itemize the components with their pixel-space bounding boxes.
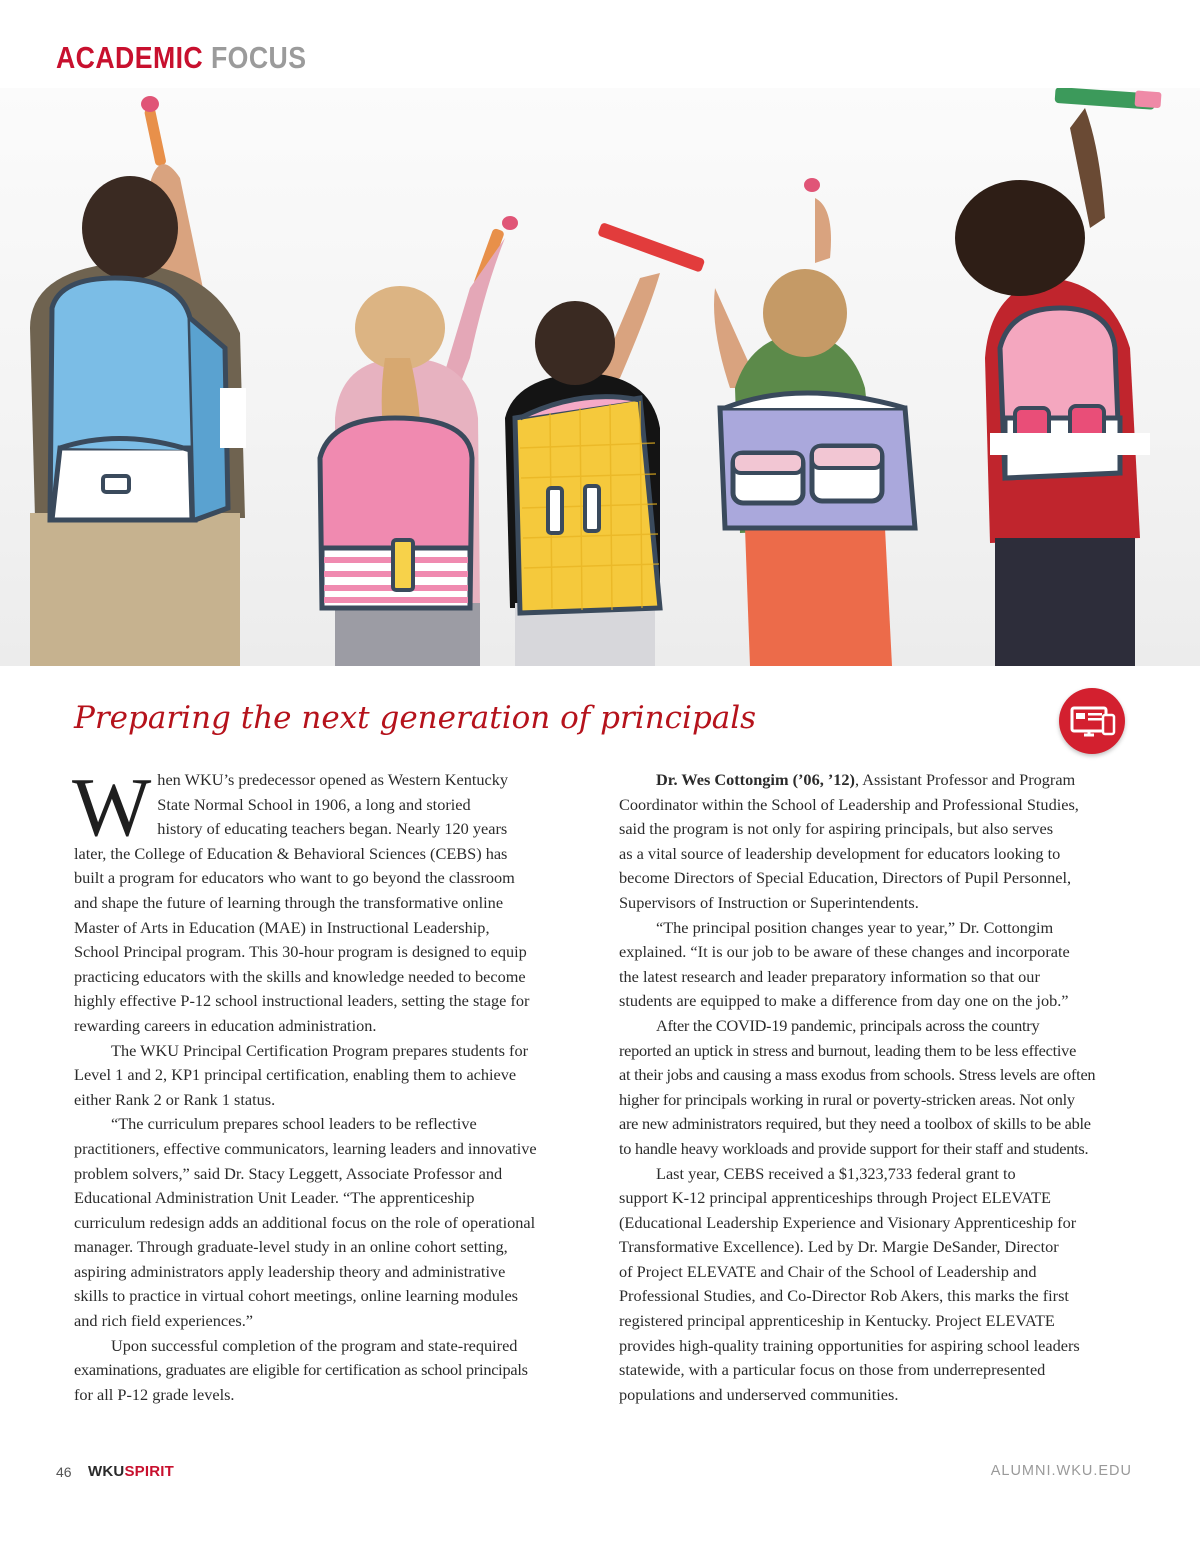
text-line: as a vital source of leadership development for educators looking to: [619, 843, 1061, 863]
text-line: State Normal School in 1906, a long and storied: [157, 794, 471, 814]
text-line: Professional Studies, and Co-Director Rob Akers, this marks the first: [619, 1286, 1069, 1306]
child-figure-2: [320, 216, 518, 666]
text-line: manager. Through graduate-level study in an online cohort setting,: [74, 1237, 508, 1257]
text-line: of Project ELEVATE and Chair of the School of Leadership and: [619, 1261, 1037, 1281]
text-line: Last year, CEBS received a $1,323,733 federal grant to: [656, 1163, 1016, 1183]
text-line: explained. “It is our job to be aware of these changes and incorporate: [619, 942, 1070, 962]
brand-part2: SPIRIT: [124, 1463, 174, 1480]
online-learning-icon: [1059, 688, 1125, 754]
text-line: built a program for educators who want to go beyond the classroom: [74, 868, 515, 888]
text-line: highly effective P-12 school instructional leaders, setting the stage for: [74, 991, 530, 1011]
text-line: higher for principals working in rural or poverty-stricken areas. Not only: [619, 1089, 1075, 1109]
paragraph-2: [74, 1039, 584, 1113]
text-line: curriculum redesign adds an additional focus on the role of operational: [74, 1212, 536, 1232]
text-line: to handle heavy workloads and provide support for their staff and students.: [619, 1138, 1089, 1158]
paragraph-5: [619, 768, 1129, 916]
text-line: [619, 768, 1129, 793]
child-figure-1: [30, 96, 246, 666]
text-line: the latest research and leader preparatory information so that our: [619, 966, 1040, 986]
text-line: The WKU Principal Certification Program prepares students for: [111, 1040, 529, 1060]
text-line: Transformative Excellence). Led by Dr. Margie DeSander, Director: [619, 1237, 1059, 1257]
article-title: Preparing the next generation of principals: [74, 700, 757, 736]
text-line: “The principal position changes year to year,” Dr. Cottongim: [656, 917, 1054, 937]
text-line: problem solvers,” said Dr. Stacy Leggett, Associate Professor and: [74, 1163, 503, 1183]
text-line: support K-12 principal apprenticeships through Project ELEVATE: [619, 1188, 1051, 1208]
text-line: School Principal program. This 30-hour program is designed to equip: [74, 942, 527, 962]
text-line: are new administrators required, but they need a toolbox of skills to be able: [619, 1114, 1091, 1134]
page-number: 46: [56, 1464, 72, 1480]
paragraph-7: [619, 1014, 1129, 1162]
text-line: populations and underserved communities.: [619, 1384, 899, 1404]
paragraph-3: [74, 1112, 584, 1333]
paragraph-1: [72, 761, 584, 1039]
child-figure-3: [505, 222, 705, 666]
paragraph-8: [619, 1162, 1129, 1408]
text-line: said the program is not only for aspiring principals, but also serves: [619, 819, 1054, 839]
paragraph-4: [74, 1334, 584, 1408]
text-line: Coordinator within the School of Leadership and Professional Studies,: [619, 794, 1079, 814]
text-line: history of educating teachers began. Nearly 120 years: [157, 819, 508, 839]
text-line: rewarding careers in education administration.: [74, 1015, 377, 1035]
text-line: Educational Administration Unit Leader. “The apprenticeship: [74, 1188, 475, 1208]
section-header: [56, 40, 306, 76]
text-line: and shape the future of learning through the transformative online: [74, 892, 504, 912]
text-line: statewide, with a particular focus on those from underrepresented: [619, 1360, 1046, 1380]
article-column-left: [72, 761, 584, 1407]
text-line: skills to practice in virtual cohort meetings, online learning modules: [74, 1286, 519, 1306]
text-line: at their jobs and causing a mass exodus from schools. Stress levels are often: [619, 1065, 1096, 1085]
text-line: for all P-12 grade levels.: [74, 1384, 235, 1404]
text-line: (Educational Leadership Experience and Visionary Apprenticeship for: [619, 1212, 1077, 1232]
text-line: become Directors of Special Education, Directors of Pupil Personnel,: [619, 868, 1072, 888]
text-line: reported an uptick in stress and burnout, leading them to be less effective: [619, 1040, 1077, 1060]
child-figure-4: [714, 178, 915, 666]
paragraph-6: [619, 916, 1129, 1014]
text-fragment: , Assistant Professor and Program: [854, 770, 1076, 789]
text-line: and rich field experiences.”: [74, 1311, 253, 1331]
article-column-right: [619, 768, 1129, 1407]
publication-logo: [88, 1463, 174, 1480]
site-url[interactable]: ALUMNI.WKU.EDU: [990, 1463, 1132, 1479]
text-line: registered principal apprenticeship in Kentucky. Project ELEVATE: [619, 1311, 1055, 1331]
text-line: later, the College of Education & Behavioral Sciences (CEBS) has: [74, 843, 508, 863]
text-line: practicing educators with the skills and knowledge needed to become: [74, 966, 526, 986]
text-line: practitioners, effective communicators, learning leaders and innovative: [74, 1138, 537, 1158]
text-line: Master of Arts in Education (MAE) in Instructional Leadership,: [74, 917, 490, 937]
dropcap-letter: W: [72, 761, 152, 854]
text-line: Supervisors of Instruction or Superintendents.: [619, 892, 919, 912]
text-line: After the COVID-19 pandemic, principals across the country: [656, 1015, 1040, 1035]
text-line: hen WKU’s predecessor opened as Western Kentucky: [157, 770, 509, 789]
text-line: provides high-quality training opportunities for aspiring school leaders: [619, 1335, 1080, 1355]
text-line: either Rank 2 or Rank 1 status.: [74, 1089, 276, 1109]
person-name: Dr. Wes Cottongim (’06, ’12): [656, 770, 855, 789]
text-line: “The curriculum prepares school leaders to be reflective: [111, 1114, 477, 1134]
hero-photo: [0, 88, 1200, 666]
text-line: Upon successful completion of the program and state-required: [111, 1335, 518, 1355]
text-line: examinations, graduates are eligible for certification as school principals: [74, 1360, 528, 1380]
brand-part1: WKU: [88, 1463, 125, 1480]
text-line: students are equipped to make a difference from day one on the job.”: [619, 991, 1069, 1011]
section-header-word2: FOCUS: [210, 40, 307, 75]
child-figure-5: [955, 88, 1162, 666]
text-line: Level 1 and 2, KP1 principal certification, enabling them to achieve: [74, 1065, 517, 1085]
text-line: aspiring administrators apply leadership theory and administrative: [74, 1261, 506, 1281]
section-header-word1: ACADEMIC: [56, 40, 204, 75]
